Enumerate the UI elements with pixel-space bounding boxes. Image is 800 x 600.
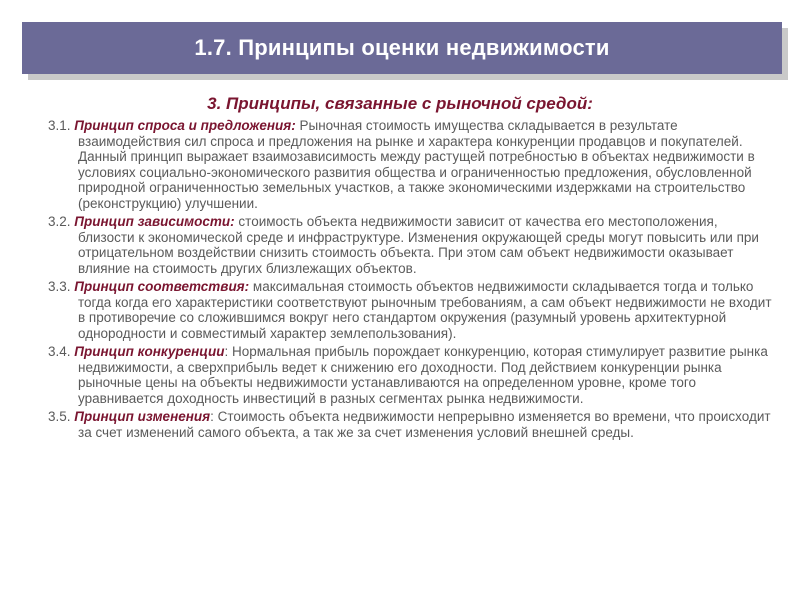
principle-item: [48, 409, 774, 440]
principle-name: Принцип соответствия:: [74, 279, 250, 294]
principle-text: максимальная стоимость объектов недвижимости складывается тогда и только тогда когда его характеристики соответствуют рыночным требованиям, а сам объект недвижимости не входит в противоречие со сложившимся вокруг него стандартом окружения (разумный уровень архитектурной однородности и совместимый характер землепользования).: [78, 279, 772, 341]
principle-number: 3.3.: [48, 279, 71, 294]
principle-name: Принцип изменения: [74, 409, 211, 424]
principle-text: : Стоимость объекта недвижимости непрерывно изменяется во времени, что происходит за счет изменений самого объекта, а так же за счет изменения условий внешней среды.: [78, 409, 771, 440]
slide-title: 1.7. Принципы оценки недвижимости: [194, 35, 610, 60]
principle-item: [48, 118, 774, 211]
principle-item: [48, 344, 774, 406]
principle-number: 3.2.: [48, 214, 71, 229]
principle-number: 3.1.: [48, 118, 71, 133]
principle-text: стоимость объекта недвижимости зависит от качества его местоположения, близости к экономической среде и инфраструктуре. Изменения окружающей среды могут повысить или при отрицательном воздействии снизить стоимость объекта. При этом сам объект недвижимости оказывает влияние на стоимость других близлежащих объектов.: [78, 214, 759, 276]
principle-name: Принцип зависимости:: [74, 214, 235, 229]
principle-number: 3.4.: [48, 344, 71, 359]
principle-text: Рыночная стоимость имущества складывается в результате взаимодействия сил спроса и предложения на рынке и характера конкуренции продавцов и покупателей. Данный принцип выражает взаимозависимость между растущей потребностью в объектах недвижимости в условиях социально-экономического развития общества и ограниченностью предложения, обусловленной природной ограниченностью земельных участков, а также экономическими издержками на строительство (реконструкцию) улучшении.: [78, 118, 755, 211]
principles-list: [48, 118, 774, 443]
principle-item: [48, 279, 774, 341]
principle-number: 3.5.: [48, 409, 71, 424]
principle-text: : Нормальная прибыль порождает конкуренцию, которая стимулирует развитие рынка недвижимости, а сверхприбыль ведет к снижению его доходности. Под действием конкуренции рынка рыночные цены на объекты недвижимости устанавливаются на определенном уровне, кроме того уравнивается доходность инвестиций в разных сегментах рынка недвижимости.: [78, 344, 768, 406]
section-subtitle: 3. Принципы, связанные с рыночной средой:: [207, 94, 593, 113]
title-bar: [22, 22, 782, 74]
principle-item: [48, 214, 774, 276]
principle-name: Принцип конкуренции: [74, 344, 225, 359]
principle-name: Принцип спроса и предложения:: [74, 118, 296, 133]
